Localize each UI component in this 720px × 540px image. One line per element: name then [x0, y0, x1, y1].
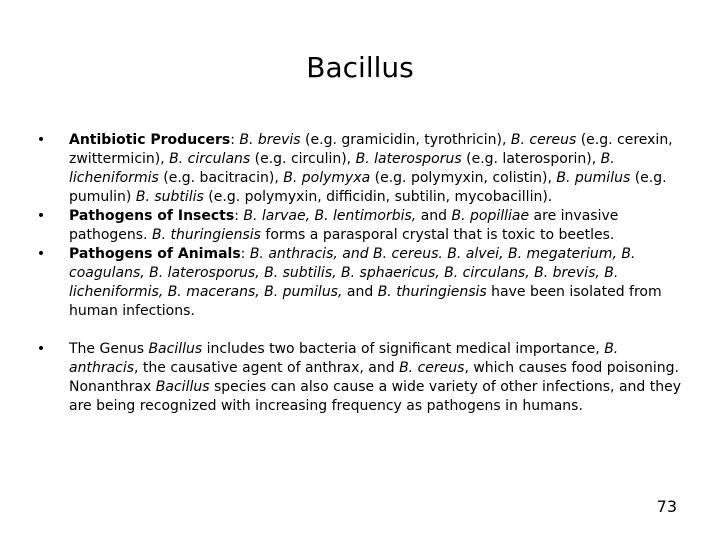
bullet-label: Pathogens of Insects	[69, 208, 235, 224]
species-name: B. pumilus	[556, 170, 631, 186]
bullet-text: and	[342, 284, 378, 300]
species-name: B. popilliae	[451, 208, 530, 224]
bullet-text: (e.g. pumulin)	[69, 170, 667, 205]
species-name: B. subtilis	[135, 189, 204, 205]
species-name: B. polymyxa	[283, 170, 371, 186]
species-name: B. cereus	[399, 360, 465, 376]
bullet-text: (e.g. laterosporin),	[461, 151, 601, 167]
bullet-text: The Genus	[69, 341, 149, 357]
genus-name: Bacillus	[148, 341, 203, 357]
page-number: 73	[656, 497, 677, 516]
bullet-list	[36, 131, 684, 416]
bullet-text: (e.g. polymyxin, colistin),	[370, 170, 557, 186]
bullet-antibiotic-producers	[36, 131, 684, 207]
bullet-text: (e.g. circulin),	[250, 151, 356, 167]
bullet-dot: •	[36, 208, 46, 224]
species-name: B. cereus	[510, 132, 577, 148]
bullet-text: :	[240, 246, 250, 262]
slide-title: Bacillus	[306, 51, 414, 84]
bullet-text: (e.g. gramicidin, tyrothricin),	[300, 132, 511, 148]
bullet-genus-bacillus	[36, 340, 684, 416]
bullet-text: (e.g. cerexin, zwittermicin),	[69, 132, 673, 167]
bullet-label: Pathogens of Animals	[69, 246, 241, 262]
species-name: B. anthracis, and B. cereus. B. alvei, B. megaterium, B. coagulans, B. laterosporus, B. subtilis, B. sphaericus, B. circulans, B. brevis, B. licheniformis, B. macerans, B. pumilus,	[69, 246, 636, 300]
genus-name: Bacillus	[155, 379, 210, 395]
bullet-pathogens-of-insects	[36, 207, 684, 245]
bullet-text: :	[234, 208, 244, 224]
bullet-dot: •	[36, 132, 46, 148]
species-name: B. thuringiensis	[151, 227, 261, 243]
bullet-text: and	[416, 208, 452, 224]
bullet-text: (e.g. bacitracin),	[158, 170, 284, 186]
species-name: B. thuringiensis	[377, 284, 487, 300]
species-name: B. circulans	[169, 151, 251, 167]
bullet-label: Antibiotic Producers	[69, 132, 231, 148]
bullet-dot: •	[36, 246, 46, 262]
bullet-pathogens-of-animals	[36, 245, 684, 321]
species-name: B. anthracis	[69, 341, 619, 376]
bullet-text: have been isolated from human infections.	[69, 284, 662, 319]
bullet-text: (e.g. polymyxin, difficidin, subtilin, mycobacillin).	[203, 189, 553, 205]
bullet-text: :	[230, 132, 240, 148]
species-name: B. laterosporus	[355, 151, 462, 167]
bullet-text: includes two bacteria of significant medical importance,	[202, 341, 605, 357]
bullet-text: species can also cause a wide variety of other infections, and they are being recognized with increasing frequency as pathogens in humans.	[69, 379, 682, 414]
bullet-text: are invasive pathogens.	[69, 208, 619, 243]
bullet-text: , which causes food poisoning. Nonanthrax	[69, 360, 679, 395]
bullet-text: forms a parasporal crystal that is toxic to beetles.	[260, 227, 615, 243]
species-name: B. brevis	[239, 132, 301, 148]
species-name: B. licheniformis	[69, 151, 615, 186]
bullet-dot: •	[36, 341, 46, 357]
bullet-text: , the causative agent of anthrax, and	[134, 360, 400, 376]
species-name: B. larvae, B. lentimorbis,	[243, 208, 417, 224]
